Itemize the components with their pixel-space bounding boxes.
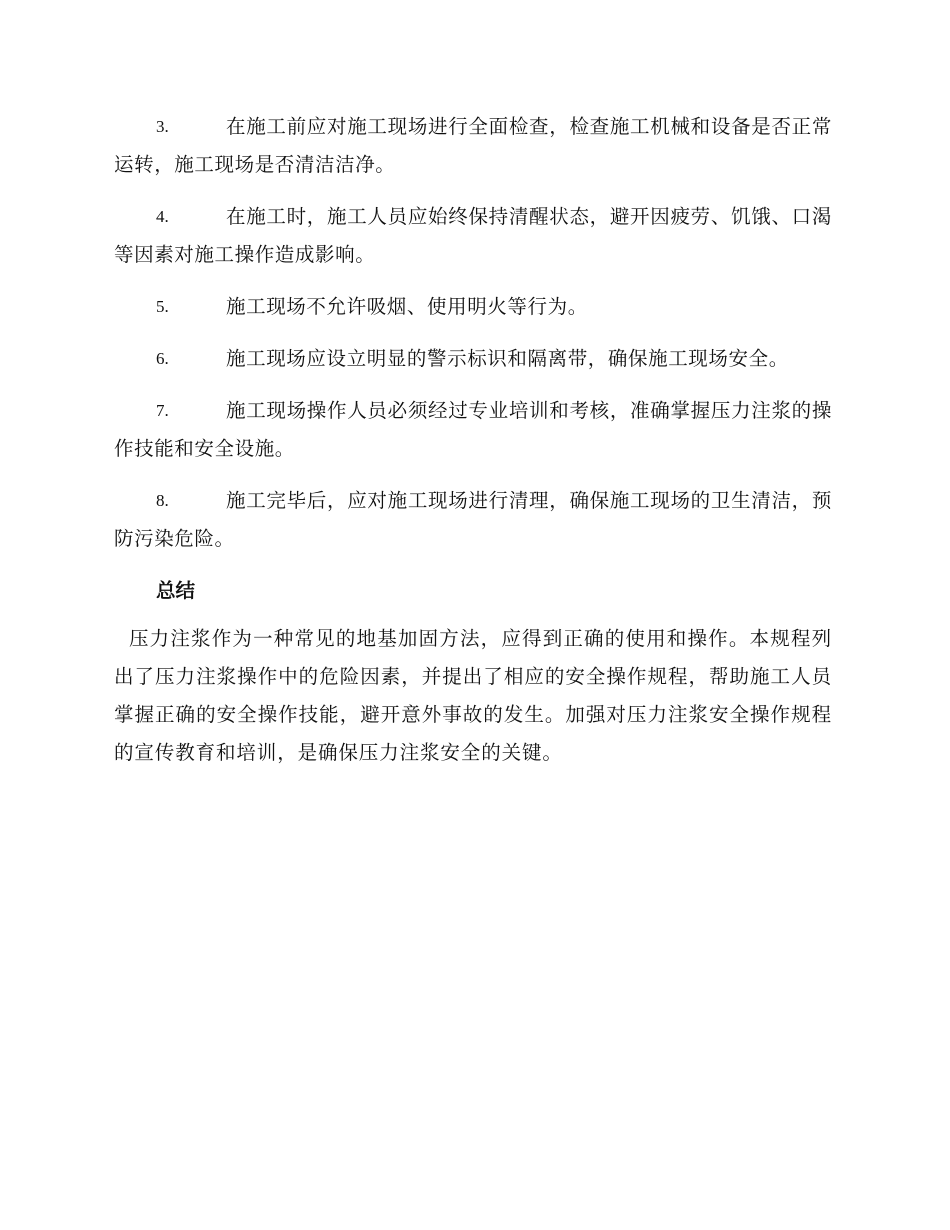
page-content bbox=[114, 108, 832, 772]
list-item-number: 6. bbox=[156, 349, 169, 368]
list-item-text: 施工现场操作人员必须经过专业培训和考核，准确掌握压力注浆的操作技能和安全设施。 bbox=[114, 399, 832, 460]
list-item-text: 在施工前应对施工现场进行全面检查，检查施工机械和设备是否正常运转，施工现场是否清洁洁净。 bbox=[114, 115, 832, 176]
list-item-text: 施工现场应设立明显的警示标识和隔离带，确保施工现场安全。 bbox=[226, 347, 789, 370]
summary-paragraph: 压力注浆作为一种常见的地基加固方法，应得到正确的使用和操作。本规程列出了压力注浆操作中的危险因素，并提出了相应的安全操作规程，帮助施工人员掌握正确的安全操作技能，避开意外事故的发生。加强对压力注浆安全操作规程的宣传教育和培训，是确保压力注浆安全的关键。 bbox=[114, 627, 832, 764]
list-item-number: 4. bbox=[156, 207, 169, 226]
list-item-number: 5. bbox=[156, 297, 169, 316]
summary-heading: 总结 bbox=[156, 579, 196, 602]
list-item-3 bbox=[114, 108, 832, 184]
list-item-5 bbox=[114, 288, 832, 326]
list-item-text: 施工完毕后，应对施工现场进行清理，确保施工现场的卫生清洁，预防污染危险。 bbox=[114, 489, 832, 550]
list-item-text: 在施工时，施工人员应始终保持清醒状态，避开因疲劳、饥饿、口渴等因素对施工操作造成影响。 bbox=[114, 205, 832, 266]
list-item-number: 7. bbox=[156, 401, 169, 420]
list-item-8 bbox=[114, 482, 832, 558]
list-item-7 bbox=[114, 392, 832, 468]
list-item-number: 8. bbox=[156, 491, 169, 510]
list-item-text: 施工现场不允许吸烟、使用明火等行为。 bbox=[226, 295, 588, 318]
list-item-4 bbox=[114, 198, 832, 274]
list-item-6 bbox=[114, 340, 832, 378]
list-item-number: 3. bbox=[156, 117, 169, 136]
